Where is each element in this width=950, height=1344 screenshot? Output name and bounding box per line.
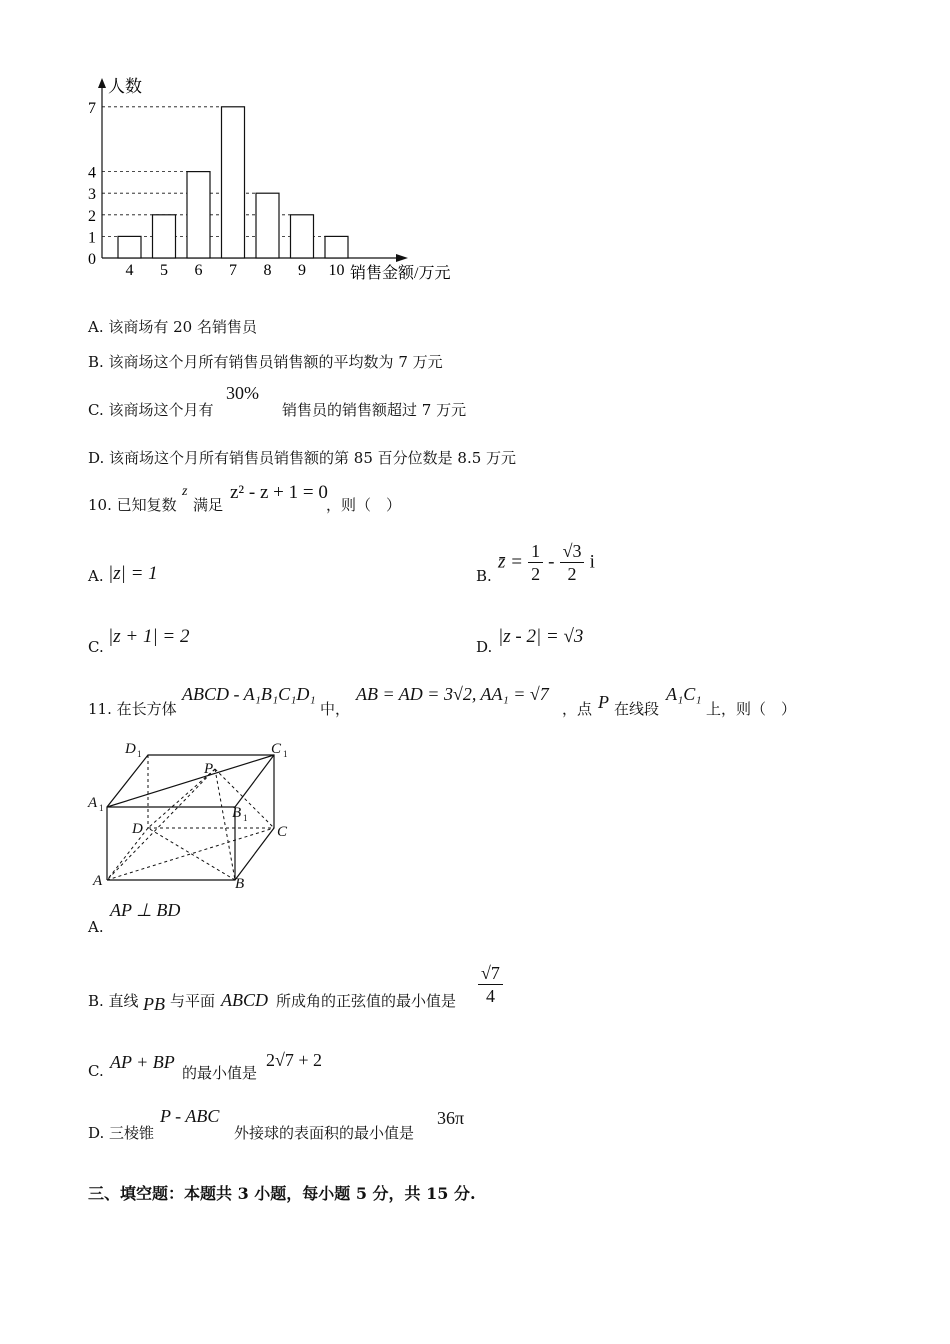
q10-option-b-expr bbox=[498, 540, 595, 585]
q11-option-b-mid: 与平面 bbox=[170, 992, 216, 1010]
bar-5 bbox=[153, 215, 176, 258]
q9-option-b: B. 该商场这个月所有销售员销售额的平均数为 7 万元 bbox=[88, 353, 443, 371]
label-c1: C bbox=[271, 741, 282, 757]
q11-option-d-value: 36π bbox=[437, 1108, 465, 1128]
label-a: A bbox=[93, 873, 103, 889]
label-d1-sub: 1 bbox=[137, 749, 142, 759]
bar-9 bbox=[291, 215, 314, 258]
q11-option-a-expr: AP ⊥ BD bbox=[110, 900, 181, 920]
label-b1: B bbox=[232, 805, 242, 821]
q11-option-d-mid: 外接球的表面积的最小值是 bbox=[234, 1124, 415, 1142]
q10-b-minus: - bbox=[548, 551, 555, 573]
q9-option-a: A. 该商场有 20 名销售员 bbox=[88, 318, 257, 336]
histogram-chart bbox=[80, 70, 480, 290]
q11-segment: A₁C₁ bbox=[666, 684, 702, 704]
q10-b-i: i bbox=[589, 551, 595, 573]
label-c1-sub: 1 bbox=[283, 749, 288, 759]
q11-stem-mid2: ，点 bbox=[562, 700, 593, 718]
q10-option-d-label: D. bbox=[476, 638, 493, 656]
q9-option-c-percent: 30% bbox=[226, 383, 259, 403]
q9-option-c-suffix: 销售员的销售额超过 7 万元 bbox=[282, 401, 467, 419]
label-p: P bbox=[204, 761, 214, 777]
x-tick-label: 4 bbox=[125, 262, 134, 279]
q10-option-c-label: C. bbox=[88, 638, 104, 656]
q11-condition: AB = AD = 3√2, AA₁ = √7 bbox=[356, 684, 549, 704]
label-a1-sub: 1 bbox=[99, 803, 104, 813]
bar-7 bbox=[222, 107, 245, 258]
q11-option-a-label: A. bbox=[88, 918, 104, 936]
q10-option-c-expr: |z + 1| = 2 bbox=[108, 626, 190, 647]
q10-stem-prefix: 10. 已知复数 bbox=[88, 496, 177, 514]
q10-b-frac2: $\frac{√3}{2}$ bbox=[560, 540, 585, 585]
q11-option-b-fraction: $\frac{√7}{4}$ bbox=[478, 962, 503, 1007]
x-tick-label: 6 bbox=[194, 262, 203, 279]
cuboid-solid-edges bbox=[107, 755, 274, 880]
q11-stem-prefix: 11. 在长方体 bbox=[88, 700, 177, 718]
y-axis-arrow bbox=[98, 78, 106, 88]
y-tick-label: 4 bbox=[88, 164, 96, 182]
label-a1: A bbox=[88, 795, 98, 811]
q11-option-c-value: 2√7 + 2 bbox=[266, 1050, 323, 1070]
q11-option-b-prefix: B. 直线 bbox=[88, 992, 139, 1010]
label-b: B bbox=[235, 876, 245, 892]
x-tick-label: 5 bbox=[160, 262, 168, 279]
q10-stem-suffix: ，则（ ） bbox=[326, 496, 402, 514]
q11-point-p: P bbox=[598, 692, 609, 712]
q9-option-c-prefix: C. 该商场这个月有 bbox=[88, 401, 214, 419]
q10-option-a-label: A. bbox=[88, 567, 104, 585]
q9-option-d: D. 该商场这个月所有销售员销售额的第 85 百分位数是 8.5 万元 bbox=[88, 449, 517, 467]
q11-solid: ABCD - A₁B₁C₁D₁ bbox=[182, 684, 316, 704]
label-d1: D bbox=[125, 741, 136, 757]
q10-b-lhs: z̄ = bbox=[498, 551, 523, 573]
bar-8 bbox=[256, 193, 279, 258]
y-axis-label: 人数 bbox=[108, 77, 142, 96]
x-tick-label: 7 bbox=[229, 262, 237, 279]
bar-6 bbox=[187, 172, 210, 258]
y-tick-label: 0 bbox=[88, 251, 96, 268]
q11-option-c-expr: AP + BP bbox=[110, 1052, 175, 1072]
q10-option-a-expr: |z| = 1 bbox=[108, 563, 158, 584]
q11-option-d-expr: P - ABC bbox=[160, 1106, 220, 1126]
bar-10 bbox=[325, 236, 348, 258]
q11-option-c-mid: 的最小值是 bbox=[182, 1064, 258, 1082]
q10-stem-mid: 满足 bbox=[193, 496, 224, 514]
q11-option-b-line: PB bbox=[143, 994, 165, 1014]
x-tick-label: 9 bbox=[298, 262, 306, 279]
y-tick-label: 7 bbox=[88, 99, 96, 117]
cuboid-figure bbox=[85, 735, 305, 895]
label-b1-sub: 1 bbox=[243, 813, 248, 823]
label-d: D bbox=[132, 821, 143, 837]
y-tick-label: 1 bbox=[88, 229, 96, 247]
y-tick-label: 2 bbox=[88, 207, 96, 225]
bar-4 bbox=[118, 236, 141, 258]
q11-stem-mid3: 在线段 bbox=[614, 700, 660, 718]
x-axis-arrow bbox=[396, 254, 408, 262]
x-tick-label: 8 bbox=[263, 262, 272, 279]
x-axis-label: 销售金额/万元 bbox=[350, 265, 451, 282]
q11-option-d-prefix: D. 三棱锥 bbox=[88, 1124, 155, 1142]
q10-equation: z² - z + 1 = 0 bbox=[230, 482, 328, 503]
q10-option-b-label: B. bbox=[476, 567, 492, 585]
label-c: C bbox=[277, 824, 288, 840]
q10-option-d-expr: |z - 2| = √3 bbox=[498, 626, 584, 647]
q11-option-c-label: C. bbox=[88, 1062, 104, 1080]
q11-option-b-suffix: 所成角的正弦值的最小值是 bbox=[276, 992, 457, 1010]
x-tick-label: 10 bbox=[328, 262, 345, 279]
q10-z: z bbox=[182, 484, 188, 499]
q10-b-frac1: $\frac{1}{2}$ bbox=[528, 540, 543, 585]
q11-stem-suffix: 上，则（ ） bbox=[706, 700, 797, 718]
q11-option-b-plane: ABCD bbox=[221, 990, 268, 1010]
q11-stem-mid: 中， bbox=[320, 700, 351, 718]
y-tick-label: 3 bbox=[88, 186, 96, 204]
section-3-heading: 三、填空题：本题共 3 小题，每小题 5 分，共 15 分. bbox=[88, 1184, 476, 1203]
